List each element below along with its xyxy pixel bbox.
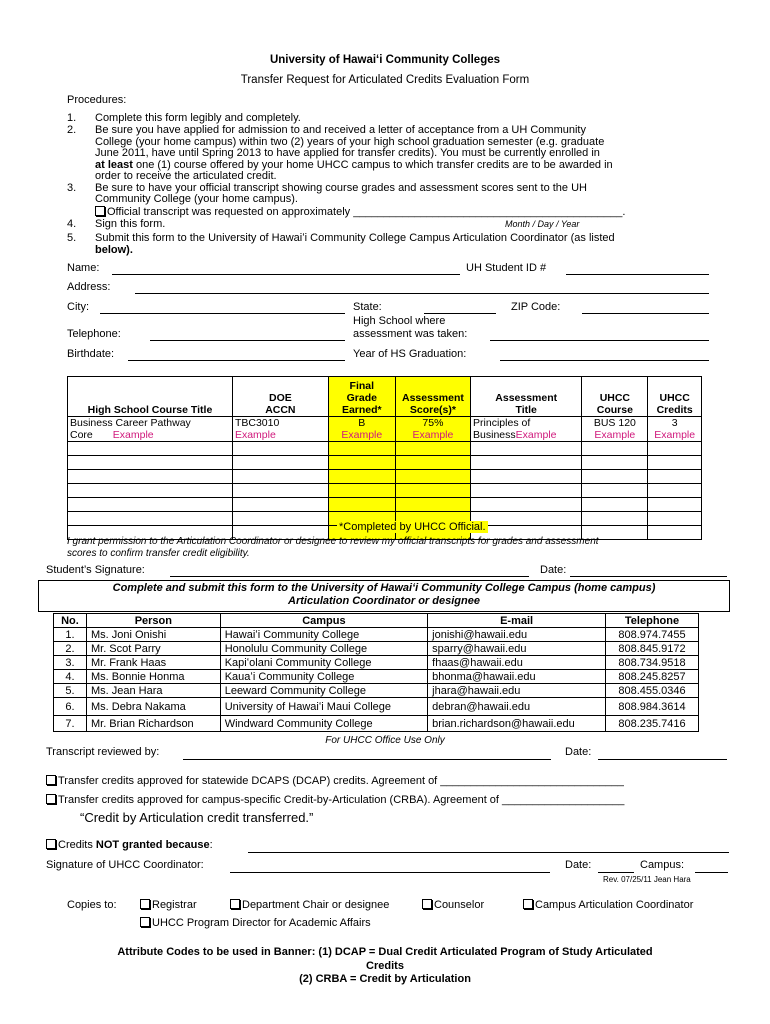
hs-grad-field[interactable] <box>500 360 709 361</box>
contacts-table <box>53 613 699 732</box>
birthdate-field[interactable] <box>128 360 345 361</box>
contact-row: 1. Ms. Joni Onishi Hawaiʻi Community College jonishi@hawaii.edu 808.974.7455 <box>54 628 699 642</box>
course-table <box>67 376 702 540</box>
date-field[interactable] <box>570 576 727 577</box>
proc-num: 2. <box>67 124 77 136</box>
address-field[interactable] <box>135 293 709 294</box>
zip-field[interactable] <box>582 313 709 314</box>
articulation-coordinator-checkbox[interactable] <box>523 899 533 909</box>
address-label: Address: <box>67 281 111 293</box>
name-field[interactable] <box>112 274 460 275</box>
birthdate-label: Birthdate: <box>67 348 115 360</box>
name-label: Name: <box>67 262 100 274</box>
student-signature-field[interactable] <box>170 576 529 577</box>
email-link[interactable]: jhara@hawaii.edu <box>428 684 606 698</box>
proc-line: below). <box>95 244 133 256</box>
contact-row: 6. Ms. Debra Nakama University of Hawaiʻi Maui College debran@hawaii.edu 808.984.3614 <box>54 698 699 716</box>
col-header-course-title: High School Course Title <box>68 377 233 417</box>
copy-program-director: UHCC Program Director for Academic Affairs <box>140 917 371 929</box>
hs-where-label-2: assessment was taken: <box>353 328 468 340</box>
contact-row: 5. Ms. Jean Hara Leeward Community College jhara@hawaii.edu 808.455.0346 <box>54 684 699 698</box>
email-link[interactable]: fhaas@hawaii.edu <box>428 656 606 670</box>
email-link[interactable]: brian.richardson@hawaii.edu <box>428 716 606 732</box>
email-link[interactable]: sparry@hawaii.edu <box>428 642 606 656</box>
student-signature-label: Student’s Signature: <box>46 564 145 576</box>
revision-note: Rev. 07/25/11 Jean Hara <box>603 875 691 884</box>
course-row[interactable] <box>68 470 702 484</box>
email-link[interactable]: bhonma@hawaii.edu <box>428 670 606 684</box>
copy-dept-chair: Department Chair or designee <box>230 899 389 911</box>
crba-checkbox[interactable] <box>46 794 56 804</box>
date-field[interactable] <box>598 872 634 873</box>
campus-label: Campus: <box>640 859 685 871</box>
course-row[interactable] <box>68 484 702 498</box>
date-label: Date: <box>565 859 592 871</box>
student-id-label: UH Student ID # <box>466 262 547 274</box>
permission-text: I grant permission to the Articulation Coordinator or designee to review my official transcripts for grades and assessment scores to confirm transfer credit eligibility. <box>67 536 599 559</box>
program-director-checkbox[interactable] <box>140 917 150 927</box>
date-field[interactable] <box>598 759 727 760</box>
dcap-checkbox[interactable] <box>46 775 56 785</box>
proc-num: 4. <box>67 218 77 230</box>
proc-line: June 2011, have until Spring 2013 to have applied for transfer credits). You must be currently enrolled in <box>95 147 600 159</box>
crba-option: Transfer credits approved for campus-specific Credit-by-Articulation (CRBA). Agreement of ____________________ <box>46 794 624 806</box>
course-row[interactable] <box>68 442 702 456</box>
proc-line: Submit this form to the University of Hawaiʻi Community College Campus Articulation Coordinator (as listed <box>95 232 615 244</box>
contact-row: 2. Mr. Scot Parry Honolulu Community College sparry@hawaii.edu 808.845.9172 <box>54 642 699 656</box>
col-header-final-grade: Final Grade Earned* <box>328 377 395 417</box>
email-link[interactable]: jonishi@hawaii.edu <box>428 628 606 642</box>
col-header-assessment-score: Assessment Score(s)* <box>395 377 470 417</box>
hs-where-field[interactable] <box>490 340 709 341</box>
attribute-codes: Attribute Codes to be used in Banner: (1) DCAP = Dual Credit Articulated Program of Study Articulated Credits (2) CRBA = Credit by Articulation <box>117 946 653 985</box>
counselor-checkbox[interactable] <box>422 899 432 909</box>
date-hint: Month / Day / Year <box>505 219 580 229</box>
proc-num: 3. <box>67 181 77 194</box>
date-label: Date: <box>540 564 567 576</box>
footnote-completed: *Completed by UHCC Official. <box>339 521 486 533</box>
submit-instructions-box: Complete and submit this form to the University of Hawaiʻi Community College Campus (home campus) Articulation Coordinator or designee <box>38 580 730 612</box>
proc-line: Be sure to have your official transcript showing course grades and assessment scores sent to the UH <box>95 181 587 194</box>
course-row[interactable] <box>68 456 702 470</box>
copies-label: Copies to: <box>67 899 117 911</box>
city-field[interactable] <box>100 313 345 314</box>
contact-row: 7. Mr. Brian Richardson Windward Community College brian.richardson@hawaii.edu 808.235.7416 <box>54 716 699 732</box>
hs-where-label: High School where <box>353 315 446 327</box>
copy-registrar: Registrar <box>140 899 197 911</box>
not-granted-checkbox[interactable] <box>46 839 56 849</box>
copy-counselor: Counselor <box>422 899 484 911</box>
page-title: University of Hawaiʻi Community Colleges <box>269 54 501 66</box>
contacts-header-row: No. Person Campus E-mail Telephone <box>54 614 699 628</box>
col-header-assessment-title: Assessment Title <box>471 377 582 417</box>
registrar-checkbox[interactable] <box>140 899 150 909</box>
proc-num: 5. <box>67 232 77 244</box>
col-header-uhcc-course: UHCC Course <box>582 377 648 417</box>
dept-chair-checkbox[interactable] <box>230 899 240 909</box>
coordinator-signature-field[interactable] <box>230 872 550 873</box>
date-label: Date: <box>565 746 592 758</box>
proc-text: Sign this form. <box>95 218 166 230</box>
email-link[interactable]: debran@hawaii.edu <box>428 698 606 716</box>
student-id-field[interactable] <box>566 274 709 275</box>
proc-text: Complete this form legibly and completely. <box>95 112 301 124</box>
form-subtitle: Transfer Request for Articulated Credits Evaluation Form <box>240 74 530 86</box>
state-label: State: <box>353 301 382 313</box>
proc-num: 1. <box>67 112 77 124</box>
not-granted-reason-field[interactable] <box>248 852 729 853</box>
contact-row: 4. Ms. Bonnie Honma Kauaʻi Community College bhonma@hawaii.edu 808.245.8257 <box>54 670 699 684</box>
state-field[interactable] <box>424 313 496 314</box>
telephone-field[interactable] <box>150 340 345 341</box>
contact-row: 3. Mr. Frank Haas Kapiʻolani Community College fhaas@hawaii.edu 808.734.9518 <box>54 656 699 670</box>
procedures-label: Procedures: <box>67 94 127 106</box>
col-header-doe-accn: DOE ACCN <box>232 377 328 417</box>
transcript-reviewed-label: Transcript reviewed by: <box>46 746 160 758</box>
example-row: Business Career Pathway Core Example TBC3010 Example B Example 75% Example Principles of BusinessExample BUS 120 Example 3 Example <box>68 417 702 442</box>
coordinator-signature-label: Signature of UHCC Coordinator: <box>46 859 204 871</box>
credit-note: “Credit by Articulation credit transferred.” <box>80 810 314 825</box>
proc-line: order to receive the articulated credit. <box>95 170 277 182</box>
transcript-reviewed-field[interactable] <box>183 759 551 760</box>
city-label: City: <box>67 301 89 313</box>
procedures-list <box>67 113 625 218</box>
proc-emphasis: at least <box>95 158 133 171</box>
copy-articulation-coordinator: Campus Articulation Coordinator <box>523 899 693 911</box>
course-row[interactable] <box>68 498 702 512</box>
proc-line: College (your home campus) within two (2) years of your high school graduation semester (e.g. graduate <box>95 135 605 148</box>
office-use-label: For UHCC Office Use Only <box>325 735 445 746</box>
proc-line: Community College (your home campus). <box>95 193 298 205</box>
col-header-uhcc-credits: UHCC Credits <box>648 377 702 417</box>
zip-label: ZIP Code: <box>511 301 561 313</box>
telephone-label: Telephone: <box>67 328 121 340</box>
proc-line: Official transcript was requested on approximately ____________________________________________. <box>107 205 626 218</box>
transcript-checkbox[interactable] <box>95 206 105 216</box>
hs-grad-label: Year of HS Graduation: <box>353 348 467 360</box>
proc-line: one (1) course offered by your home UHCC campus to which transfer credits are to be awarded in <box>132 158 613 171</box>
dcap-option: Transfer credits approved for statewide DCAPS (DCAP) credits. Agreement of ______________________________ <box>46 775 624 787</box>
not-granted-option: Credits NOT granted because: <box>46 839 213 851</box>
proc-line: Be sure you have applied for admission to and received a letter of acceptance from a UH Community <box>95 124 586 136</box>
campus-field[interactable] <box>695 872 728 873</box>
